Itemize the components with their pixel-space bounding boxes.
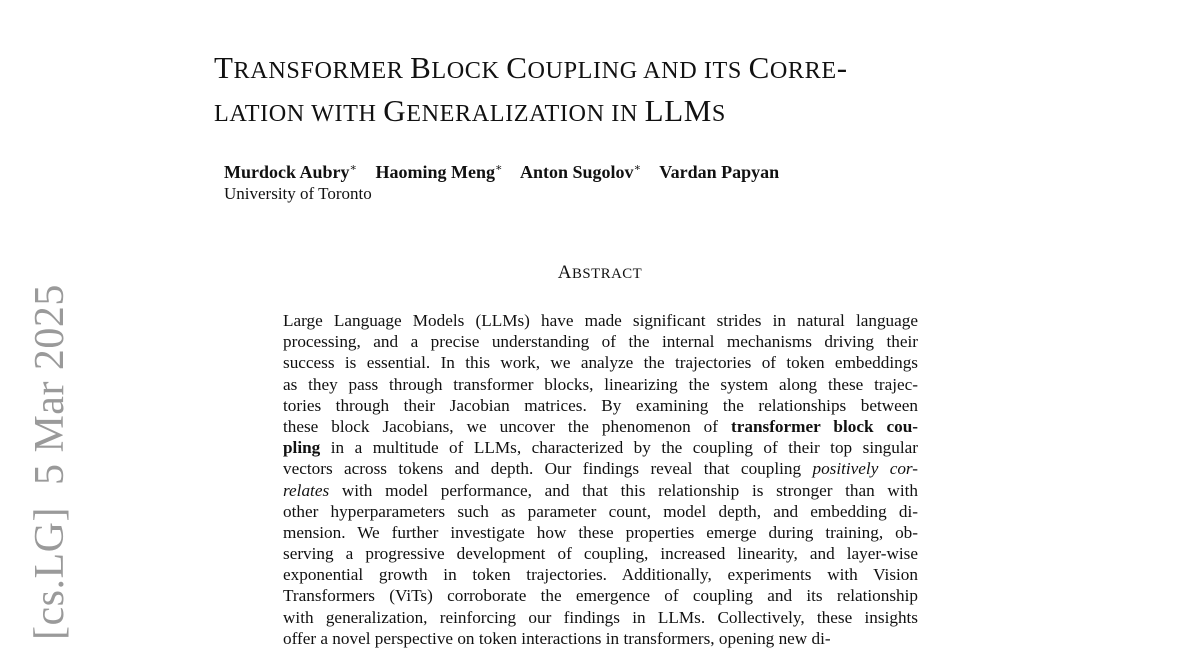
arxiv-date: 5 Mar 2025 (27, 284, 73, 486)
abstract-text: with generalization, reinforcing our findings in LLMs. Collectively, these insights (283, 607, 918, 627)
abstract-text: as they pass through transformer blocks, linearizing the system along these trajec- (283, 374, 918, 394)
equal-contribution-mark: ∗ (633, 162, 642, 174)
author-name: Vardan Papyan (659, 162, 780, 182)
bold-term: transformer block cou- (731, 416, 918, 436)
abstract-text: tories through their Jacobian matrices. By examining the relationships between (283, 395, 918, 415)
abstract-heading: ABSTRACT (557, 262, 643, 283)
author-name: Haoming Meng (375, 162, 496, 182)
equal-contribution-mark: ∗ (349, 162, 358, 174)
abstract-text: with model performance, and that this relationship is stronger than with (329, 480, 918, 500)
abstract-line (283, 543, 918, 564)
abstract-line (283, 522, 918, 543)
abstract-line (283, 628, 918, 649)
abstract-line (283, 458, 918, 479)
equal-contribution-mark: ∗ (495, 162, 503, 174)
author-list (224, 162, 793, 183)
abstract-text: processing, and a precise understanding of the internal mechanisms driving their (283, 332, 918, 352)
abstract-line (283, 374, 918, 395)
abstract-line (283, 480, 918, 501)
abstract-text: other hyperparameters such as parameter count, model depth, and embedding di- (283, 501, 918, 521)
abstract-text: in a multitude of LLMs, characterized by the coupling of their top singular (320, 438, 918, 458)
abstract-line (283, 310, 918, 331)
abstract-line (283, 607, 918, 628)
abstract-line (283, 331, 918, 352)
abstract-line (283, 585, 918, 606)
abstract-text: Large Language Models (LLMs) have made significant strides in natural language (283, 311, 918, 330)
abstract-text: Transformers (ViTs) corroborate the emergence of coupling and its relationship (283, 586, 918, 606)
author-name: Murdock Aubry (224, 162, 350, 182)
abstract-line (283, 416, 918, 437)
affiliation: University of Toronto (224, 184, 372, 203)
abstract-line (283, 501, 918, 522)
italic-term: relates (283, 480, 330, 500)
arxiv-category: [cs.LG] (27, 507, 73, 640)
author (520, 162, 641, 182)
abstract-line (283, 564, 918, 585)
abstract-line (283, 437, 918, 458)
abstract-text: serving a progressive development of coupling, increased linearity, and layer-wise (283, 544, 918, 564)
abstract-text: mension. We further investigate how these properties emerge during training, ob- (283, 522, 918, 542)
abstract-text: exponential growth in token trajectories. Additionally, experiments with Vision (283, 565, 918, 585)
title-line-1: TRANSFORMER BLOCK COUPLING AND ITS CORRE- (214, 50, 848, 85)
abstract-line (283, 352, 918, 373)
abstract-line (283, 395, 918, 416)
abstract-body (283, 310, 918, 649)
author (659, 162, 779, 182)
author (376, 162, 503, 182)
abstract-text: these block Jacobians, we uncover the phenomenon of (283, 416, 731, 436)
abstract-text: vectors across tokens and depth. Our findings reveal that coupling (283, 459, 813, 479)
title-line-2: LATION WITH GENERALIZATION IN LLMS (214, 93, 726, 128)
author-name: Anton Sugolov (520, 162, 634, 182)
author (224, 162, 357, 182)
italic-term: positively cor- (812, 459, 918, 479)
abstract-text: offer a novel perspective on token interactions in transformers, opening new di- (283, 628, 831, 648)
arxiv-identifier-stamp (26, 284, 74, 640)
abstract-text: success is essential. In this work, we analyze the trajectories of token embeddings (283, 353, 918, 373)
paper-title (214, 48, 1014, 134)
bold-term: pling (283, 438, 321, 458)
